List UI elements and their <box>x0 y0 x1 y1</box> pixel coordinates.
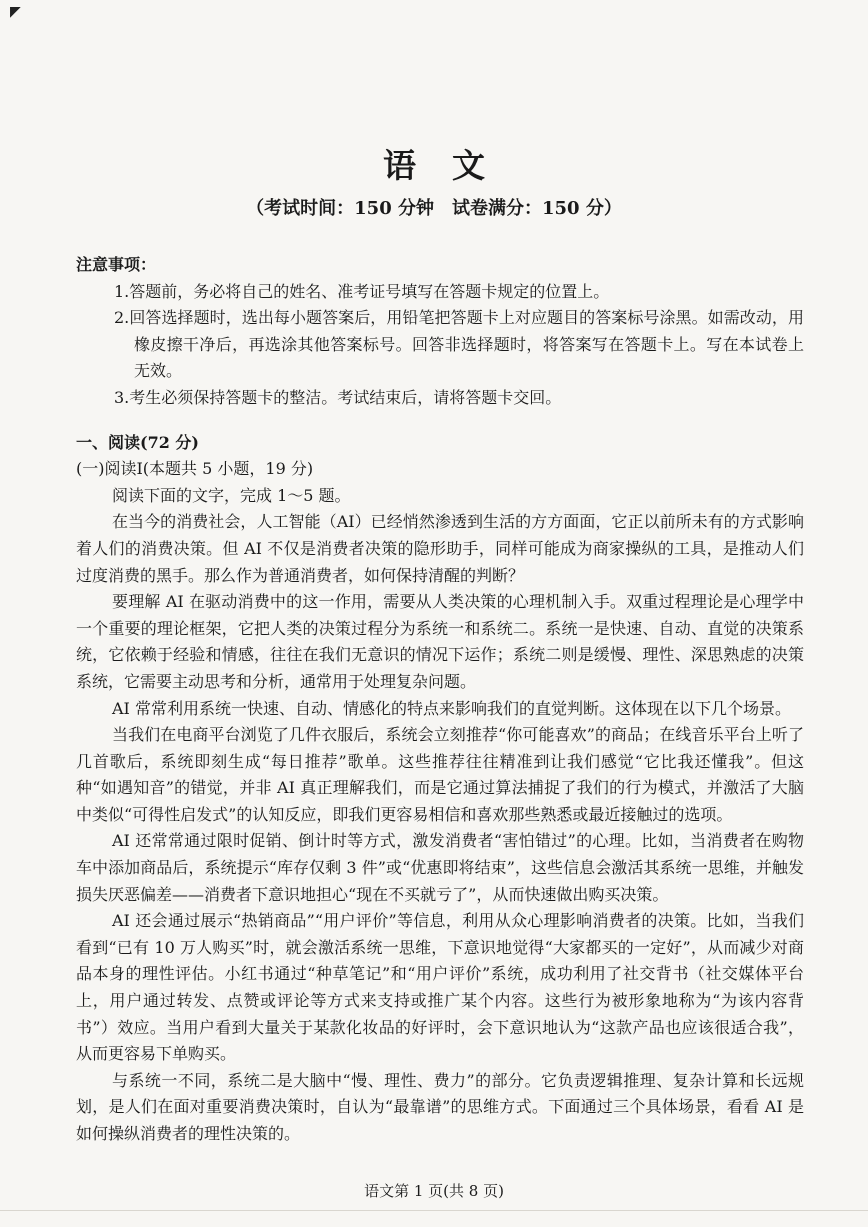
note-item: 3.考生必须保持答题卡的整洁。考试结束后，请将答题卡交回。 <box>114 387 562 407</box>
passage-paragraph: 与系统一不同，系统二是大脑中“慢、理性、费力”的部分。它负责逻辑推理、复杂计算和长远规划，是人们在面对重要消费决策时，自认为“最靠谱”的思维方式。下面通过三个具体场景，看看 AI 是如何操纵消费者的理性决策的。 <box>76 1070 804 1143</box>
passage-paragraph: 要理解 AI 在驱动消费中的这一作用，需要从人类决策的心理机制入手。双重过程理论是心理学中一个重要的理论框架，它把人类的决策过程分为系统一和系统二。系统一是快速、自动、直觉的决策系统，它依赖于经验和情感，往往在我们无意识的情况下运作；系统二则是缓慢、理性、深思熟虑的决策系统，它需要主动思考和分析，通常用于处理复杂问题。 <box>76 592 804 691</box>
notes-heading: 注意事项： <box>76 255 157 274</box>
corner-mark: ◤ <box>10 4 21 20</box>
sub-heading: (一)阅读Ⅰ(本题共 5 小题，19 分) <box>76 459 314 479</box>
footer-divider <box>0 1210 868 1211</box>
passage-paragraph: 当我们在电商平台浏览了几件衣服后，系统会立刻推荐“你可能喜欢”的商品；在线音乐平台上听了几首歌后，系统即刻生成“每日推荐”歌单。这些推荐往往精准到让我们感觉“它比我还懂我”。但这种“如遇知音”的错觉，并非 AI 真正理解我们，而是它通过算法捕捉了我们的行为模式，并激活了大脑中类似“可得性启发式”的认知反应，即我们更容易相信和喜欢那些熟悉或最近接触过的选项。 <box>76 725 804 824</box>
note-item: 1.答题前，务必将自己的姓名、准考证号填写在答题卡规定的位置上。 <box>114 281 610 301</box>
note-item: 2.回答选择题时，选出每小题答案后，用铅笔把答题卡上对应题目的答案标号涂黑。如需改动，用橡皮擦干净后，再选涂其他答案标号。回答非选择题时，将答案写在答题卡上。写在本试卷上无效。 <box>114 308 804 381</box>
exam-info: （考试时间：150 分钟 试卷满分：150 分） <box>246 198 622 219</box>
passage-paragraph: AI 常常利用系统一快速、自动、情感化的特点来影响我们的直觉判断。这体现在以下几个场景。 <box>112 698 791 718</box>
content-body <box>76 252 804 1148</box>
page-footer: 语文第 1 页(共 8 页) <box>364 1182 504 1200</box>
reading-instruction: 阅读下面的文字，完成 1～5 题。 <box>112 485 351 505</box>
passage-paragraph: 在当今的消费社会，人工智能（AI）已经悄然渗透到生活的方方面面，它正以前所未有的方式影响着人们的消费决策。但 AI 不仅是消费者决策的隐形助手，同样可能成为商家操纵的工具，是推动人们过度消费的黑手。那么作为普通消费者，如何保持清醒的判断？ <box>76 512 804 585</box>
passage-paragraph: AI 还常常通过限时促销、倒计时等方式，激发消费者“害怕错过”的心理。比如，当消费者在购物车中添加商品后，系统提示“库存仅剩 3 件”或“优惠即将结束”，这些信息会激活其系统一思维，并触发损失厌恶偏差——消费者下意识地担心“现在不买就亏了”，从而快速做出购买决策。 <box>76 831 804 904</box>
passage-paragraph: AI 还会通过展示“热销商品”“用户评价”等信息，利用从众心理影响消费者的决策。比如，当我们看到“已有 10 万人购买”时，就会激活系统一思维，下意识地觉得“大家都买的一定好”，从而减少对商品本身的理性评估。小红书通过“种草笔记”和“用户评价”系统，成功利用了社交背书（社交媒体平台上，用户通过转发、点赞或评论等方式来支持或推广某个内容。这些行为被形象地称为“为该内容背书”）效应。当用户看到大量关于某款化妆品的好评时，会下意识地认为“这款产品也应该很适合我”，从而更容易下单购买。 <box>76 911 804 1064</box>
section-heading: 一、阅读(72 分) <box>76 432 199 452</box>
page-title: 语文 <box>383 146 521 185</box>
